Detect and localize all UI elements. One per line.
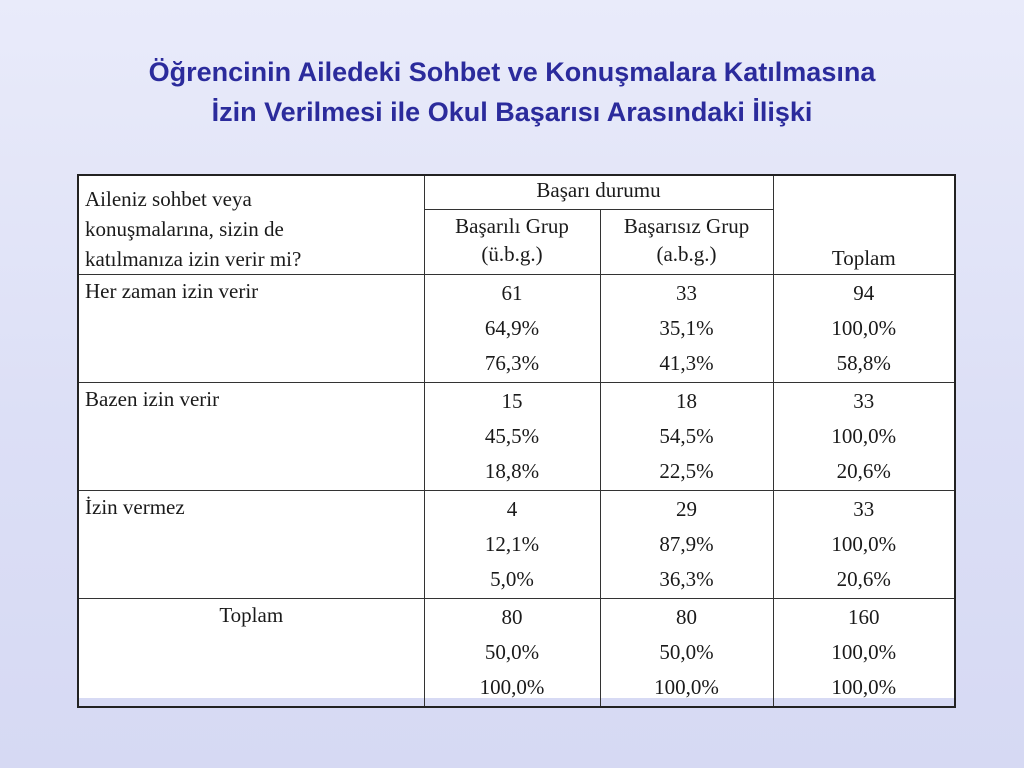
question-line: konuşmalarına, sizin de — [85, 217, 284, 241]
row-percent-value: 87,9% — [659, 532, 714, 556]
count-value: 15 — [501, 389, 523, 413]
successful-group-header — [424, 210, 600, 275]
table-row — [78, 275, 955, 383]
results-table-container — [77, 174, 954, 698]
title-line-1: Öğrencinin Ailedeki Sohbet ve Konuşmalara Katılmasına — [148, 57, 876, 87]
row-label: İzin vermez — [78, 491, 424, 599]
count-value: 80 — [501, 605, 523, 629]
table-row — [78, 383, 955, 491]
unsuccessful-group-cell — [600, 275, 773, 383]
column-percent-value: 100,0% — [479, 675, 545, 699]
total-cell — [773, 383, 955, 491]
row-label: Toplam — [78, 599, 424, 708]
successful-group-cell — [424, 491, 600, 599]
count-value: 94 — [853, 281, 875, 305]
group-header: Başarı durumu — [424, 175, 773, 210]
row-percent-value: 100,0% — [831, 316, 897, 340]
column-percent-value: 18,8% — [484, 459, 540, 483]
column-percent-value: 20,6% — [836, 459, 891, 483]
row-percent-value: 100,0% — [831, 640, 897, 664]
unsuccessful-group-header — [600, 210, 773, 275]
column-percent-value: 5,0% — [490, 567, 534, 591]
successful-group-name: Başarılı Grup — [455, 214, 569, 239]
column-percent-value: 100,0% — [654, 675, 719, 699]
count-value: 61 — [501, 281, 523, 305]
results-table — [77, 174, 956, 708]
row-label: Her zaman izin verir — [78, 275, 424, 383]
table-row — [78, 491, 955, 599]
row-percent-value: 64,9% — [484, 316, 540, 340]
column-percent-value: 100,0% — [831, 675, 897, 699]
row-percent-value: 100,0% — [831, 532, 897, 556]
unsuccessful-group-cell — [600, 383, 773, 491]
slide-title — [0, 52, 1024, 132]
count-value: 160 — [848, 605, 880, 629]
unsuccessful-group-abbr: (a.b.g.) — [656, 242, 717, 267]
count-value: 33 — [853, 497, 875, 521]
count-value: 18 — [676, 389, 697, 413]
question-line: Aileniz sohbet veya — [85, 187, 252, 211]
row-percent-value: 54,5% — [659, 424, 714, 448]
total-cell — [773, 599, 955, 708]
successful-group-cell — [424, 383, 600, 491]
successful-group-cell — [424, 275, 600, 383]
column-percent-value: 76,3% — [484, 351, 540, 375]
title-line-2: İzin Verilmesi ile Okul Başarısı Arasındaki İlişki — [211, 97, 813, 127]
question-cell — [78, 175, 424, 275]
unsuccessful-group-cell — [600, 599, 773, 708]
total-row — [78, 599, 955, 708]
column-percent-value: 41,3% — [659, 351, 714, 375]
successful-group-cell — [424, 599, 600, 708]
unsuccessful-group-cell — [600, 491, 773, 599]
count-value: 80 — [676, 605, 697, 629]
total-column-header: Toplam — [773, 175, 955, 275]
row-percent-value: 50,0% — [484, 640, 540, 664]
unsuccessful-group-name: Başarısız Grup — [623, 214, 750, 239]
question-line: katılmanıza izin verir mi? — [85, 247, 302, 271]
column-percent-value: 58,8% — [836, 351, 891, 375]
table-header-row-1 — [78, 175, 955, 210]
row-percent-value: 12,1% — [484, 532, 540, 556]
total-cell — [773, 491, 955, 599]
successful-group-abbr: (ü.b.g.) — [481, 242, 543, 267]
row-percent-value: 50,0% — [659, 640, 714, 664]
row-percent-value: 35,1% — [659, 316, 714, 340]
column-percent-value: 20,6% — [836, 567, 891, 591]
row-label: Bazen izin verir — [78, 383, 424, 491]
column-percent-value: 22,5% — [659, 459, 714, 483]
row-percent-value: 100,0% — [831, 424, 897, 448]
row-percent-value: 45,5% — [484, 424, 540, 448]
count-value: 29 — [676, 497, 697, 521]
total-cell — [773, 275, 955, 383]
count-value: 33 — [853, 389, 875, 413]
count-value: 33 — [676, 281, 697, 305]
count-value: 4 — [506, 497, 518, 521]
column-percent-value: 36,3% — [659, 567, 714, 591]
